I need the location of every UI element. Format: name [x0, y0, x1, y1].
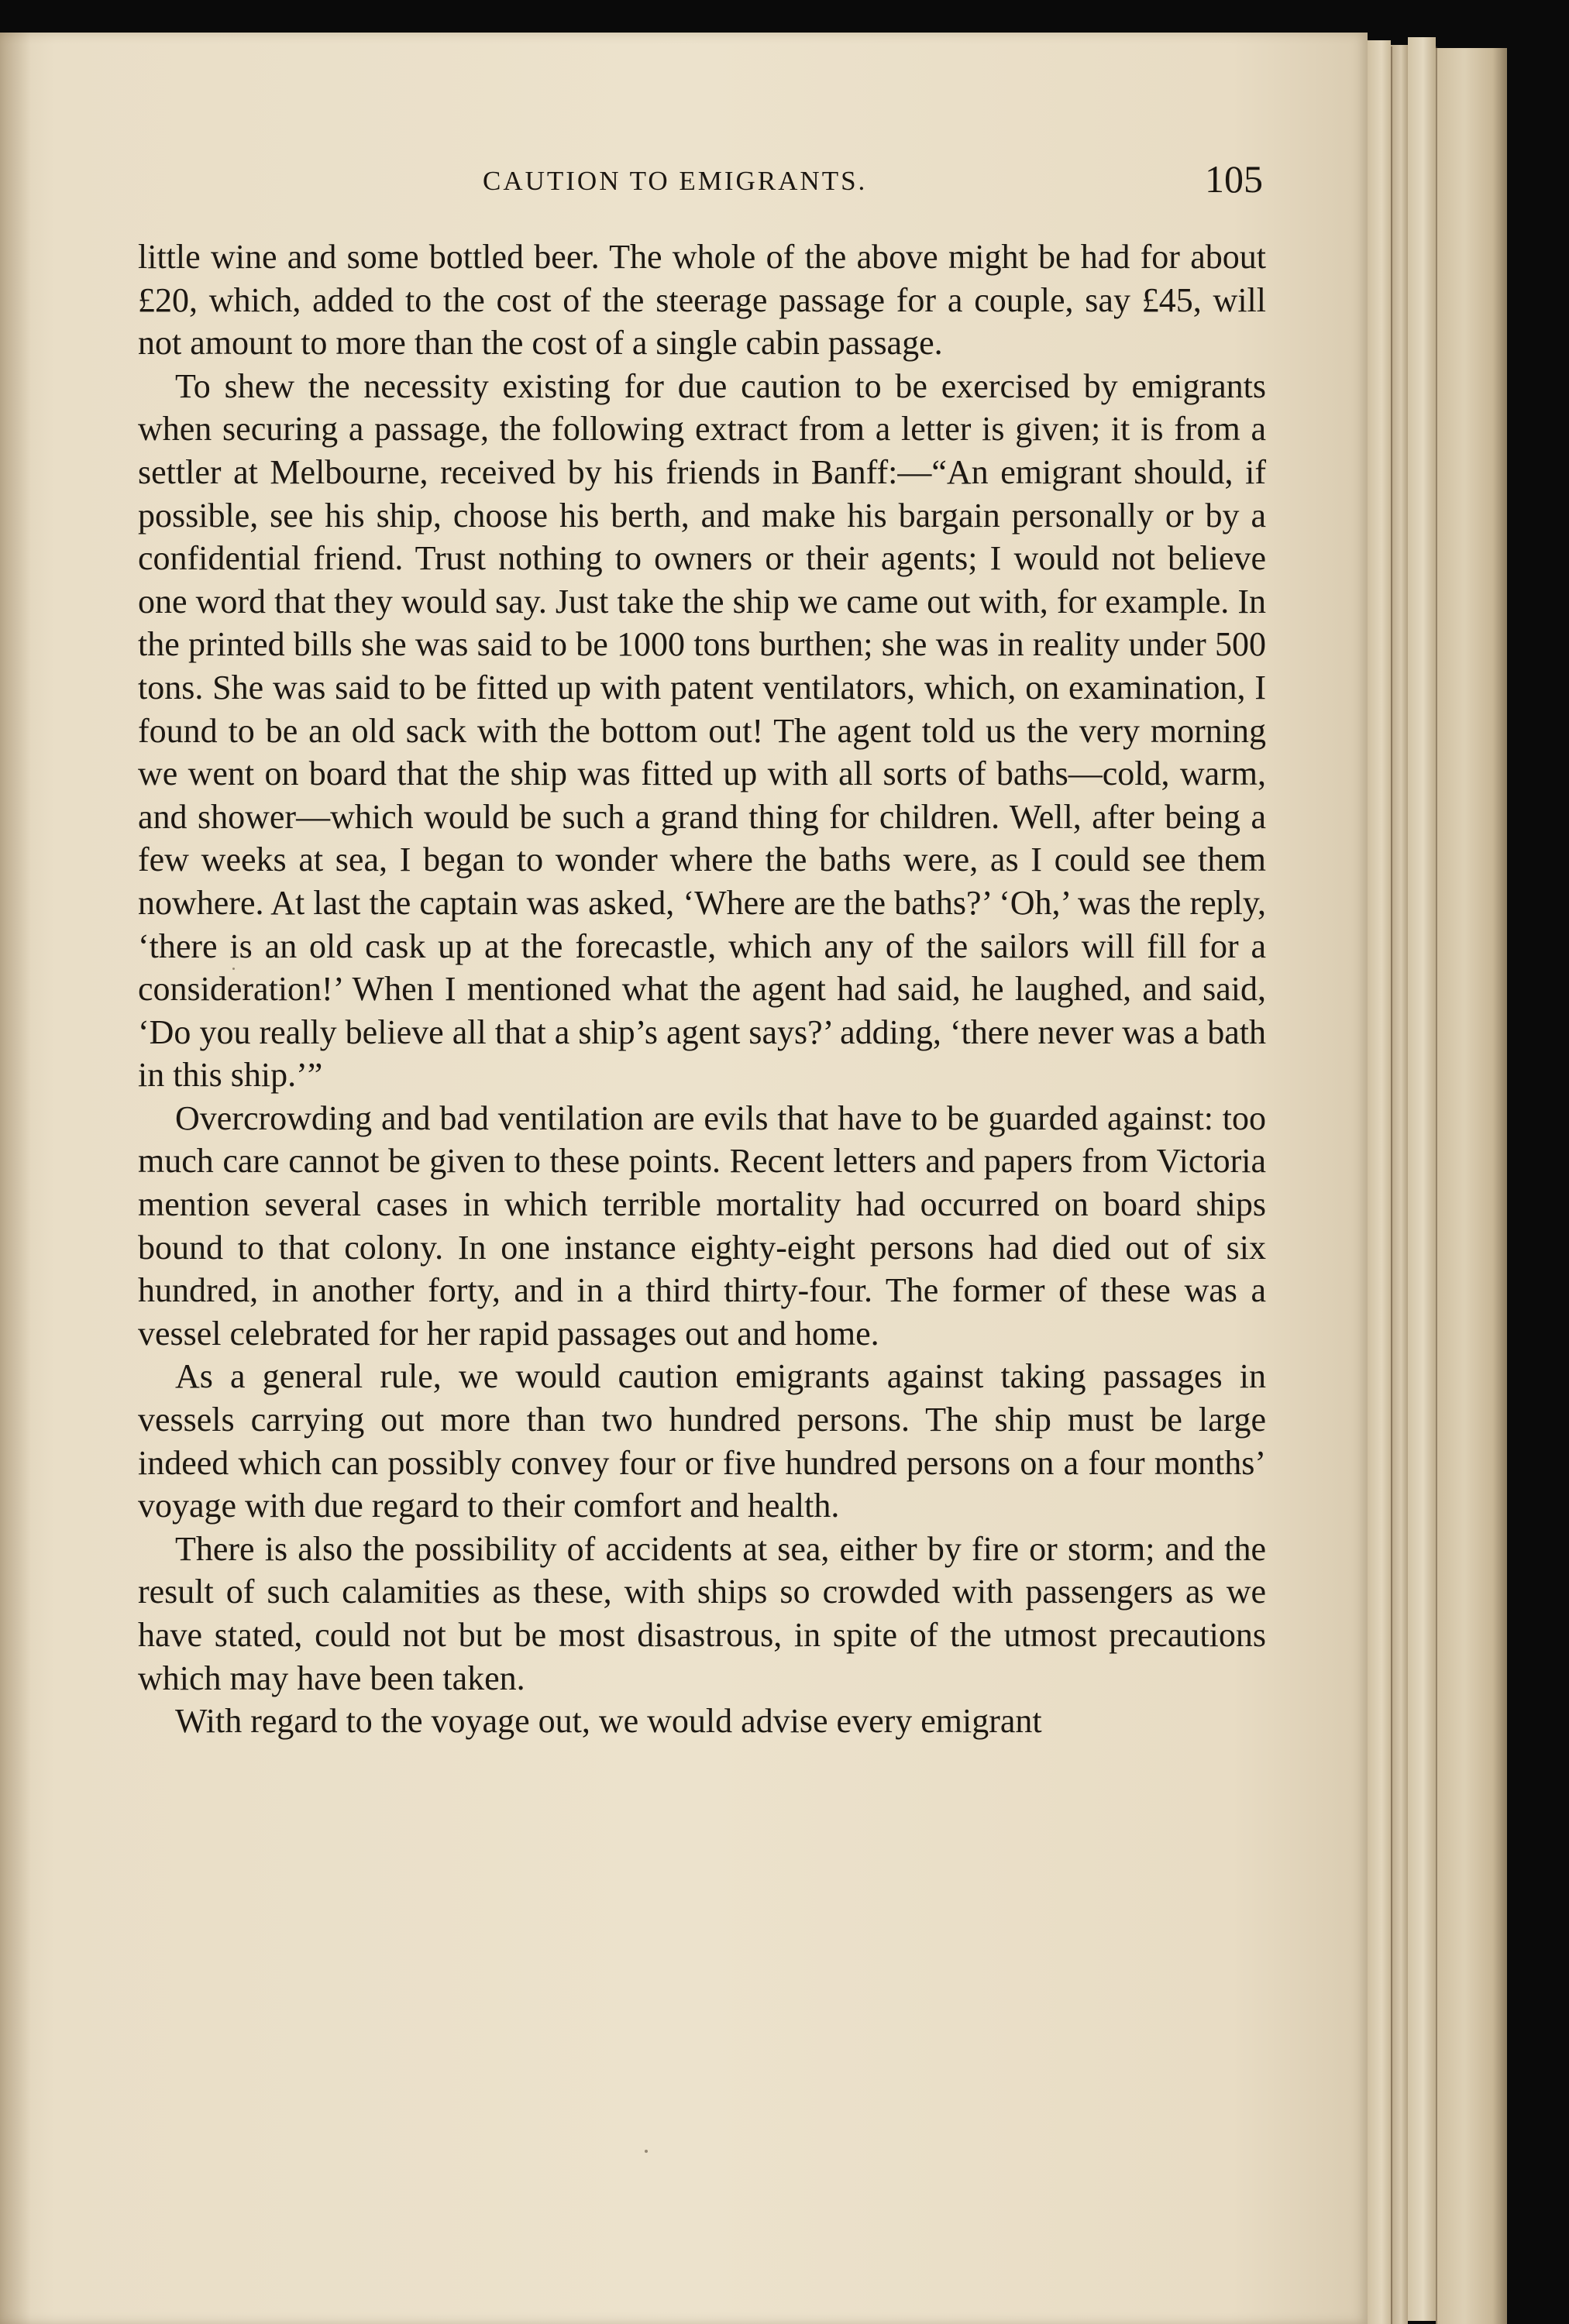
page-edge-line	[1436, 46, 1437, 2324]
body-text	[138, 235, 1266, 1743]
paragraph: To shew the necessity existing for due caution to be exercised by emigrants when securing a passage, the following extract from a letter is given; it is from a settler at Melbourne, received by his friends in Banff:—“An emigrant should, if possible, see his ship, choose his berth, and make his bargain personally or by a confidential friend. Trust nothing to owners or their agents; I would not believe one word that they would say. Just take the ship we came out with, for example. In the printed bills she was said to be 1000 tons burthen; she was in reality under 500 tons. She was said to be fitted up with patent ventilators, which, on examination, I found to be an old sack with the bottom out! The agent told us the very morning we went on board that the ship was fitted up with all sorts of baths—cold, warm, and shower—which would be such a grand thing for children. Well, after being a few weeks at sea, I began to wonder where the baths were, as I could see them nowhere. At last the captain was asked, ‘Where are the baths?’ ‘Oh,’ was the reply, ‘there is an old cask up at the forecastle, which any of the sailors will fill for a consideration!’ When I mentioned what the agent had said, he laughed, and said, ‘Do you really believe all that a ship’s agent says?’ adding, ‘there never was a bath in this ship.’”	[138, 366, 1266, 1095]
page-edge	[1391, 45, 1408, 2324]
running-head: CAUTION TO EMIGRANTS.	[483, 166, 868, 196]
paragraph: Overcrowding and bad ventilation are evils that have to be guarded against: too much care cannot be given to these points. Recent letters and papers from Victoria mention several cases in which terrible mortality had occurred on board ships bound to that colony. In one instance eighty-eight persons had died out of six hundred, in another forty, and in a third thirty-four. The former of these was a vessel celebrated for her rapid passages out and home.	[138, 1098, 1266, 1353]
paragraph: With regard to the voyage out, we would advise every emigrant	[175, 1702, 1042, 1741]
page-number: 105	[1205, 157, 1263, 201]
gutter-shadow	[0, 33, 31, 2324]
paper-speck	[645, 2150, 648, 2153]
paper-speck	[232, 968, 235, 970]
page-edge	[1436, 48, 1507, 2324]
paragraph: There is also the possibility of accidents at sea, either by fire or storm; and the result of such calamities as these, with ships so crowded with passengers as we have stated, could not but be most disastrous, in spite of the utmost precautions which may have been taken.	[138, 1529, 1266, 1697]
paragraph: As a general rule, we would caution emigrants against taking passages in vessels carrying out more than two hundred persons. The ship must be large indeed which can possibly convey four or five hundred persons on a four months’ voyage with due regard to their comfort and health.	[138, 1357, 1266, 1525]
page-edge-line	[1391, 46, 1392, 2324]
page-edge	[1408, 37, 1436, 2321]
page-edge	[1368, 40, 1391, 2324]
paragraph: little wine and some bottled beer. The whole of the above might be had for about £20, which, added to the cost of the steerage passage for a couple, say £45, will not amount to more than the cost of a single cabin passage.	[138, 238, 1266, 363]
page-header	[143, 156, 1263, 211]
